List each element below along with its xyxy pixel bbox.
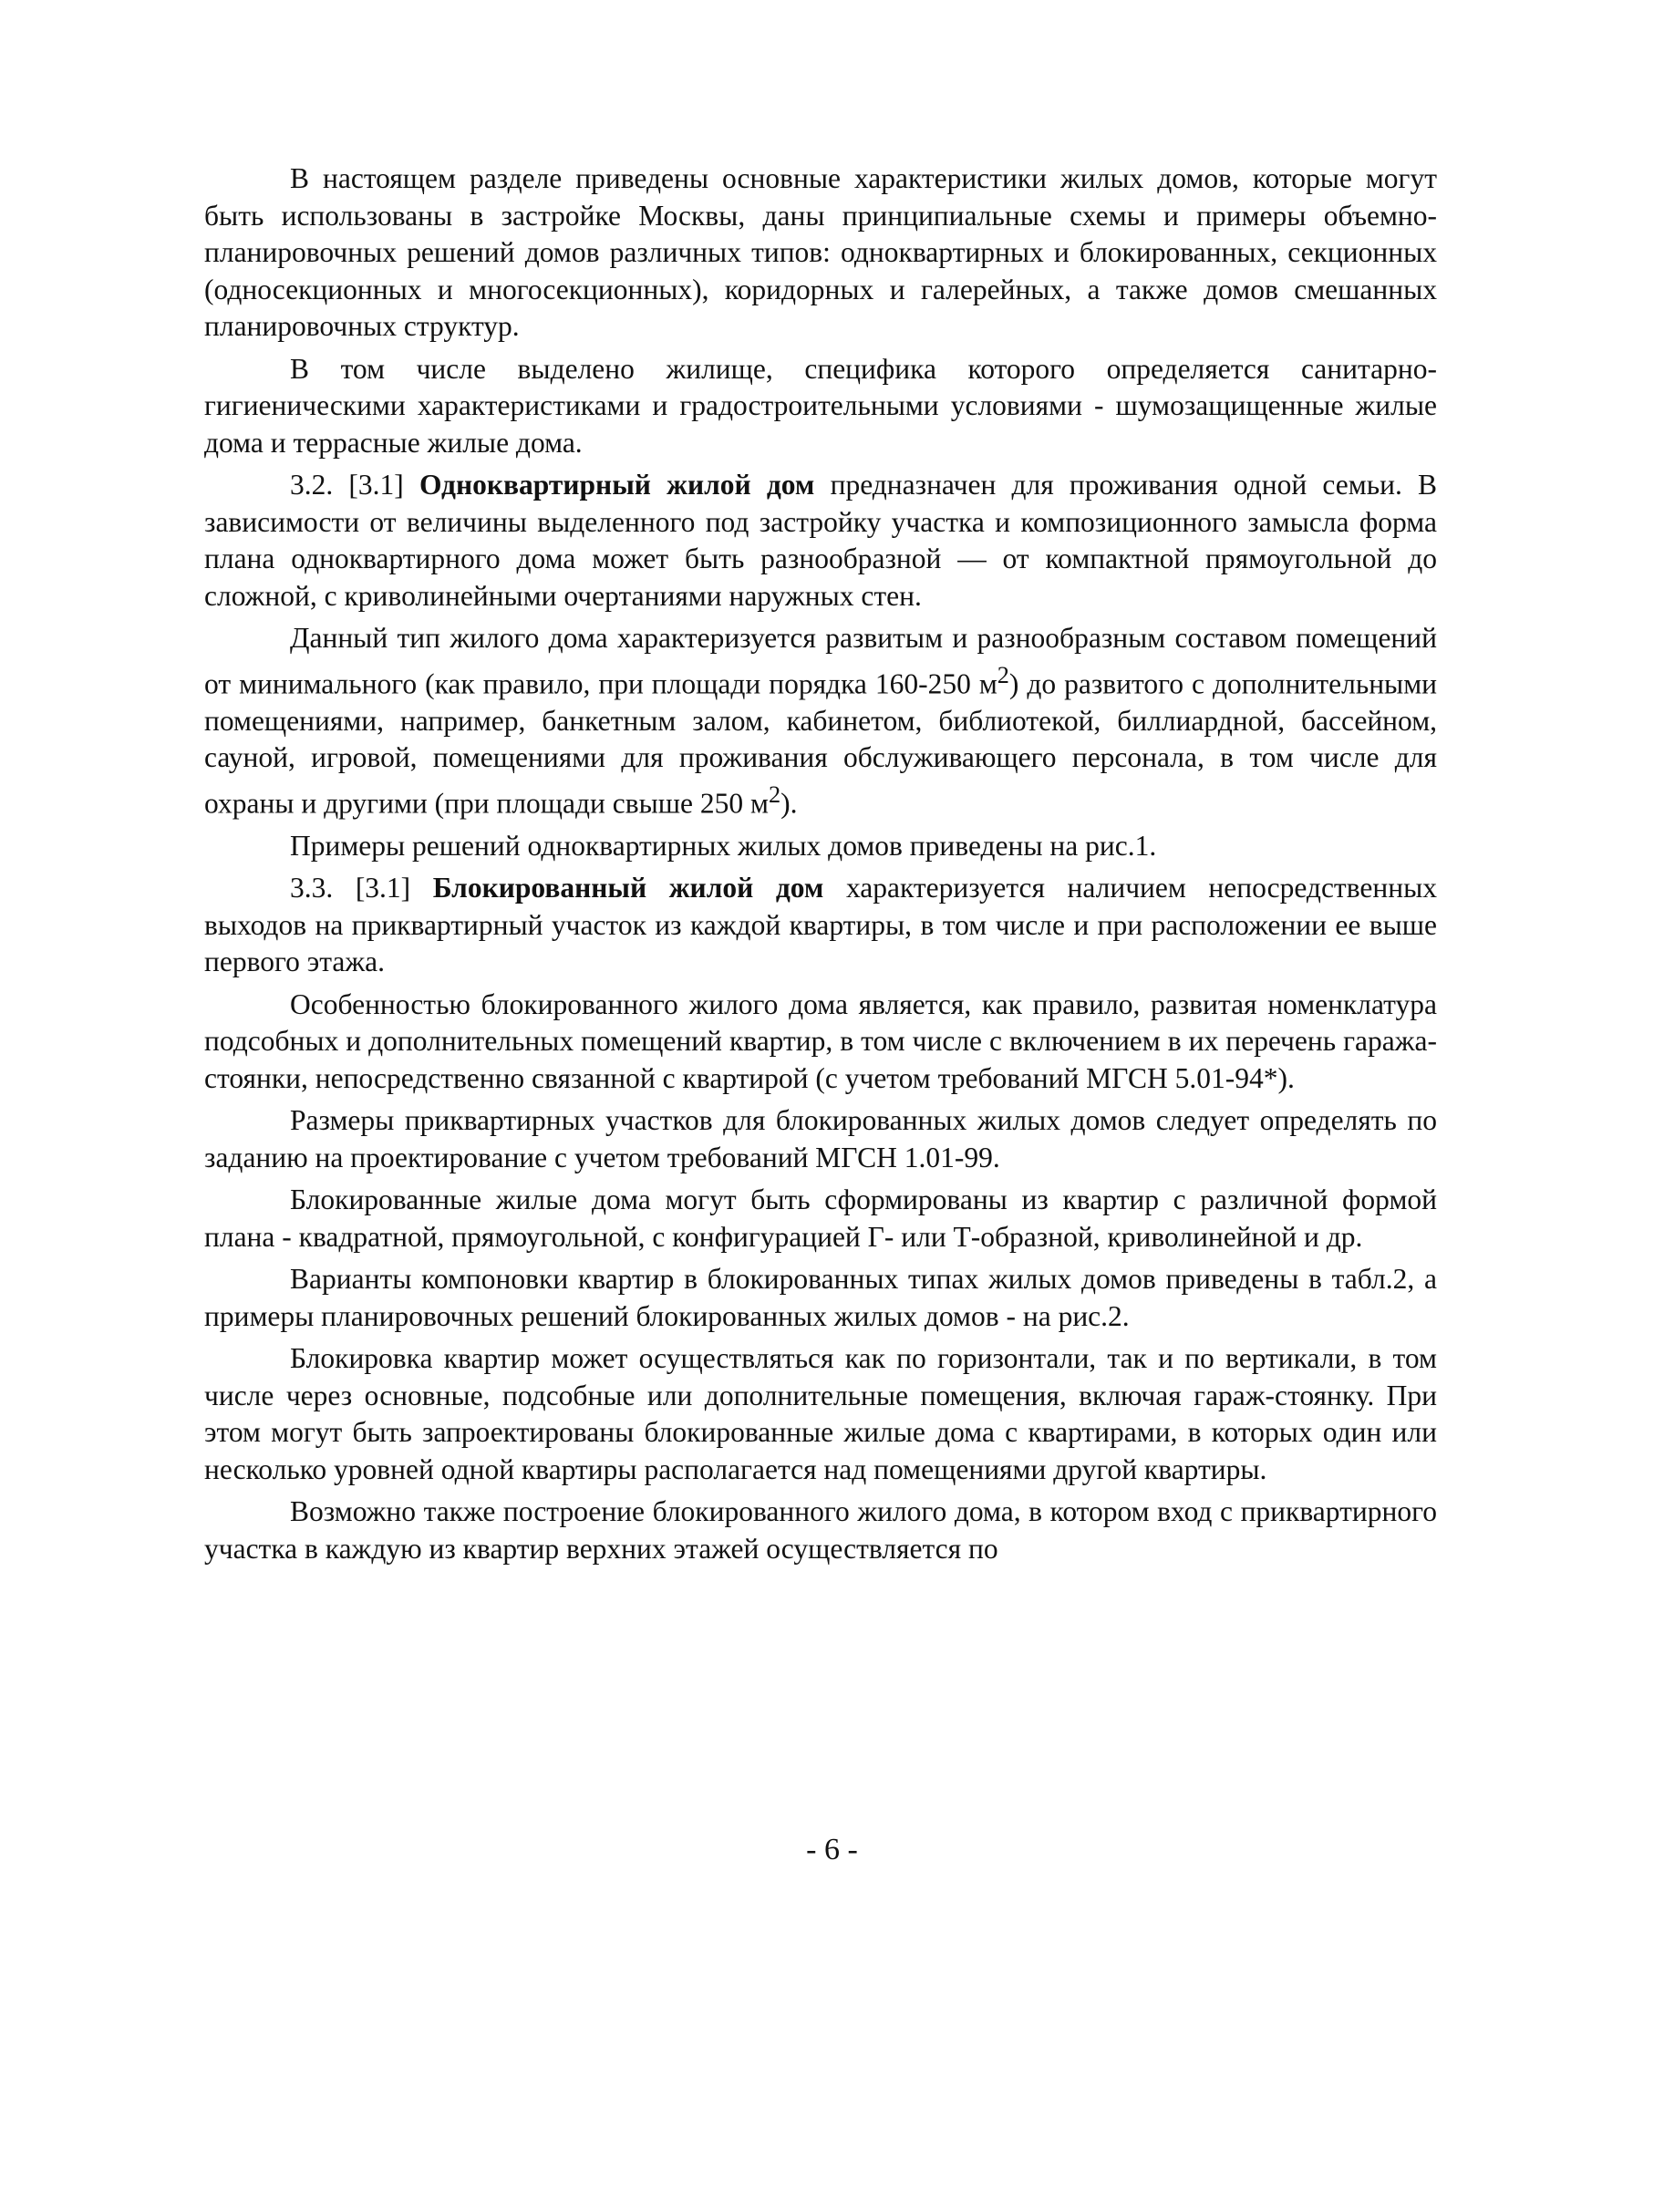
paragraph-upper-floor-entry: Возможно также построение блокированного жилого дома, в котором вход с приквартирного участка в каждую из квартир верхних этажей осуществляется по bbox=[204, 1495, 1437, 1565]
paragraph-single-family-house bbox=[204, 467, 1437, 615]
paragraph-special-housing: В том числе выделено жилище, специфика которого определяется санитарно-гигиеническими характеристиками и градостроительными условиями - шумозащищенные жилые дома и террасные жилые дома. bbox=[204, 352, 1437, 459]
paragraph-text: характеризуется наличием непосредственных выходов на приквартирный участок из каждой квартиры, в том числе и при расположении ее выше первого этажа. bbox=[204, 872, 1437, 977]
paragraph-intro: В настоящем разделе приведены основные характеристики жилых домов, которые могут быть использованы в застройке Москвы, даны принципиальные схемы и примеры объемно-планировочных решений домов различных типов: одноквартирных и блокированных, секционных (односекционных и многосекционных), коридорных и галерейных, а также домов смешанных планировочных структур. bbox=[204, 162, 1437, 342]
paragraph-plot-sizes: Размеры приквартирных участков для блокированных жилых домов следует определять по заданию на проектирование с учетом требований МГСН 1.01-99. bbox=[204, 1104, 1437, 1173]
paragraph-text: предназначен для проживания одной семьи. В зависимости от величины выделенного под застройку участка и композиционного замысла форма плана одноквартирного дома может быть разнообразной — от компактной прямоугольной до сложной, с криволинейными очертаниями наружных стен. bbox=[204, 469, 1438, 612]
paragraph-blocking: Блокировка квартир может осуществляться как по горизонтали, так и по вертикали, в том числе через основные, подсобные или дополнительные помещения, включая гараж-стоянку. При этом могут быть запроектированы блокированные жилые дома с квартирами, в которых один или несколько уровней одной квартиры располагается над помещениями другой квартиры. bbox=[204, 1342, 1437, 1485]
paragraph-room-composition bbox=[204, 620, 1437, 822]
superscript: 2 bbox=[768, 780, 781, 808]
paragraph-plan-forms: Блокированные жилые дома могут быть сформированы из квартир с различной формой плана - квадратной, прямоугольной, с конфигурацией Г- или Т-образной, криволинейной и др. bbox=[204, 1184, 1437, 1253]
paragraph-text: ) до развитого с дополнительными помещениями, например, банкетным залом, кабинетом, библиотекой, биллиардной, бассейном, сауной, игровой, помещениями для проживания обслуживающего персонала, в том числе для охраны и другими (при площади свыше 250 м bbox=[204, 667, 1438, 819]
term-single-family-house: Одноквартирный жилой дом bbox=[419, 469, 815, 501]
paragraph-examples-fig1: Примеры решений одноквартирных жилых домов приведены на рис.1. bbox=[290, 829, 1157, 862]
section-ref: 3.2. [3.1] bbox=[290, 469, 419, 501]
paragraph-text: Данный тип жилого дома характеризуется развитым и разнообразным составом помещений от минимального (как правило, при площади порядка 160-250 м bbox=[204, 622, 1437, 699]
term-blocked-house: Блокированный жилой дом bbox=[432, 872, 824, 904]
paragraph-text: ). bbox=[780, 787, 798, 819]
paragraph-layout-variants: Варианты компоновки квартир в блокированных типах жилых домов приведены в табл.2, а примеры планировочных решений блокированных жилых домов - на рис.2. bbox=[204, 1263, 1437, 1332]
paragraph-blocked-features: Особенностью блокированного жилого дома является, как правило, развитая номенклатура подсобных и дополнительных помещений квартир, в том числе с включением в их перечень гаража-стоянки, непосредственно связанной с квартирой (с учетом требований МГСН 5.01-94*). bbox=[204, 987, 1437, 1094]
paragraph-blocked-house bbox=[204, 870, 1437, 981]
section-ref: 3.3. [3.1] bbox=[290, 872, 433, 904]
body-text bbox=[204, 160, 1437, 1573]
page-number: - 6 - bbox=[806, 1833, 858, 1866]
superscript: 2 bbox=[997, 661, 1009, 688]
